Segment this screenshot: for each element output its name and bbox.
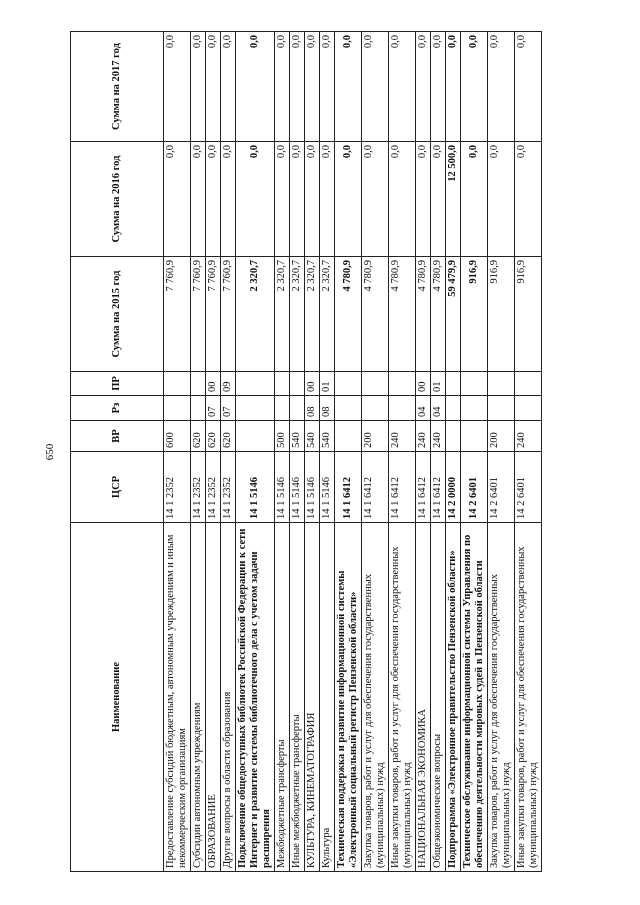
cell-csr: 14 1 5146 [275, 452, 290, 523]
cell-2015: 7 760,9 [221, 257, 236, 372]
cell-2017: 0,0 [362, 32, 389, 142]
cell-2017: 0,0 [191, 32, 206, 142]
cell-vr: 240 [389, 421, 416, 452]
cell-2015: 7 760,9 [191, 257, 206, 372]
cell-pr: 09 [221, 372, 236, 396]
cell-vr [446, 421, 461, 452]
cell-2017: 0,0 [416, 32, 431, 142]
cell-2015: 4 780,9 [431, 257, 446, 372]
cell-2015: 2 320,7 [290, 257, 305, 372]
cell-2017: 0,0 [275, 32, 290, 142]
cell-2017: 0,0 [305, 32, 320, 142]
table-row [236, 32, 275, 872]
header-2016: Сумма на 2016 год [71, 142, 164, 257]
cell-pr [236, 372, 275, 396]
cell-2016: 0,0 [335, 142, 362, 257]
cell-2017: 0,0 [488, 32, 515, 142]
cell-2015: 7 760,9 [164, 257, 191, 372]
cell-rz: 04 [431, 396, 446, 421]
cell-name: Другие вопросы в области образования [221, 523, 236, 872]
cell-vr [335, 421, 362, 452]
table-row [206, 32, 221, 872]
cell-2017: 0,0 [431, 32, 446, 142]
cell-rz [362, 396, 389, 421]
cell-name: КУЛЬТУРА, КИНЕМАТОГРАФИЯ [305, 523, 320, 872]
cell-2016: 0,0 [488, 142, 515, 257]
cell-rz [335, 396, 362, 421]
table-row [362, 32, 389, 872]
cell-2016: 0,0 [431, 142, 446, 257]
cell-name: НАЦИОНАЛЬНАЯ ЭКОНОМИКА [416, 523, 431, 872]
cell-2016: 0,0 [515, 142, 542, 257]
cell-vr: 540 [290, 421, 305, 452]
cell-pr: 01 [320, 372, 335, 396]
cell-name: ОБРАЗОВАНИЕ [206, 523, 221, 872]
table-row [164, 32, 191, 872]
cell-pr [446, 372, 461, 396]
cell-rz [515, 396, 542, 421]
cell-csr: 14 1 6412 [389, 452, 416, 523]
cell-rz: 07 [206, 396, 221, 421]
table-row [191, 32, 206, 872]
cell-2016: 0,0 [206, 142, 221, 257]
header-name: Наименование [71, 523, 164, 872]
cell-2017: 0,0 [389, 32, 416, 142]
cell-2015: 4 780,9 [335, 257, 362, 372]
table-row [221, 32, 236, 872]
cell-csr: 14 1 2352 [191, 452, 206, 523]
cell-name: Иные закупки товаров, работ и услуг для обеспечения государственных (муниципальных) нужд [389, 523, 416, 872]
header-csr: ЦСР [71, 452, 164, 523]
cell-2017: 0,0 [236, 32, 275, 142]
cell-rz: 08 [320, 396, 335, 421]
table-body [164, 32, 542, 872]
cell-rz [446, 396, 461, 421]
rotated-page [70, 32, 570, 872]
cell-vr: 240 [431, 421, 446, 452]
cell-csr: 14 1 2352 [164, 452, 191, 523]
cell-vr: 620 [206, 421, 221, 452]
cell-pr [164, 372, 191, 396]
header-pr: ПР [71, 372, 164, 396]
cell-vr: 240 [416, 421, 431, 452]
cell-csr: 14 1 5146 [290, 452, 305, 523]
cell-name: Общеэкономические вопросы [431, 523, 446, 872]
cell-pr [461, 372, 488, 396]
cell-name: Закупка товаров, работ и услуг для обеспечения государственных (муниципальных) нужд [362, 523, 389, 872]
cell-pr [515, 372, 542, 396]
cell-2015: 2 320,7 [236, 257, 275, 372]
cell-name: Предоставление субсидий бюджетным, автономным учреждениям и иным некоммерческим организациям [164, 523, 191, 872]
cell-2017: 0,0 [320, 32, 335, 142]
cell-rz [488, 396, 515, 421]
table-row [320, 32, 335, 872]
cell-2015: 4 780,9 [362, 257, 389, 372]
cell-2017: 0,0 [164, 32, 191, 142]
table-row [290, 32, 305, 872]
cell-csr: 14 1 6412 [335, 452, 362, 523]
cell-csr: 14 1 2352 [206, 452, 221, 523]
cell-csr: 14 2 6401 [515, 452, 542, 523]
header-vr: ВР [71, 421, 164, 452]
cell-2017: 0,0 [461, 32, 488, 142]
cell-vr [236, 421, 275, 452]
cell-rz: 04 [416, 396, 431, 421]
cell-pr [275, 372, 290, 396]
cell-vr: 540 [305, 421, 320, 452]
cell-vr: 600 [164, 421, 191, 452]
cell-2015: 7 760,9 [206, 257, 221, 372]
cell-name: Подключение общедоступных библиотек Российской Федерации к сети Интернет и развитие системы библиотечного дела с учетом задачи расширения [236, 523, 275, 872]
cell-2016: 0,0 [416, 142, 431, 257]
cell-rz: 08 [305, 396, 320, 421]
cell-2015: 916,9 [488, 257, 515, 372]
cell-2016: 12 500,0 [446, 142, 461, 257]
table-row [416, 32, 431, 872]
table-row [461, 32, 488, 872]
cell-pr: 00 [305, 372, 320, 396]
cell-name: Иные закупки товаров, работ и услуг для обеспечения государственных (муниципальных) нужд [515, 523, 542, 872]
cell-2015: 2 320,7 [320, 257, 335, 372]
cell-csr: 14 1 2352 [221, 452, 236, 523]
cell-csr: 14 2 0000 [446, 452, 461, 523]
cell-rz [236, 396, 275, 421]
cell-pr [488, 372, 515, 396]
cell-2017: 0,0 [446, 32, 461, 142]
cell-2016: 0,0 [191, 142, 206, 257]
cell-csr: 14 1 5146 [320, 452, 335, 523]
cell-vr: 540 [320, 421, 335, 452]
cell-csr: 14 1 5146 [236, 452, 275, 523]
cell-vr: 200 [488, 421, 515, 452]
cell-2017: 0,0 [206, 32, 221, 142]
cell-vr: 620 [221, 421, 236, 452]
cell-2016: 0,0 [320, 142, 335, 257]
cell-2015: 59 479,9 [446, 257, 461, 372]
cell-2017: 0,0 [335, 32, 362, 142]
table-row [305, 32, 320, 872]
cell-2016: 0,0 [389, 142, 416, 257]
cell-pr [389, 372, 416, 396]
cell-2016: 0,0 [305, 142, 320, 257]
cell-vr [461, 421, 488, 452]
cell-pr [191, 372, 206, 396]
cell-pr [290, 372, 305, 396]
table-row [488, 32, 515, 872]
header-2017: Сумма на 2017 год [71, 32, 164, 142]
table-row [275, 32, 290, 872]
cell-2016: 0,0 [236, 142, 275, 257]
cell-vr: 240 [515, 421, 542, 452]
cell-2016: 0,0 [290, 142, 305, 257]
cell-csr: 14 2 6401 [488, 452, 515, 523]
cell-pr [362, 372, 389, 396]
cell-name: Техническое обслуживание информационной системы Управления по обеспечению деятельности мировых судей в Пензенской области [461, 523, 488, 872]
cell-2016: 0,0 [461, 142, 488, 257]
cell-vr: 620 [191, 421, 206, 452]
cell-2015: 4 780,9 [389, 257, 416, 372]
cell-2016: 0,0 [275, 142, 290, 257]
cell-rz [389, 396, 416, 421]
cell-2015: 2 320,7 [275, 257, 290, 372]
cell-2016: 0,0 [164, 142, 191, 257]
cell-pr: 00 [416, 372, 431, 396]
table-header-row [71, 32, 164, 872]
cell-name: Подпрограмма «Электронное правительство Пензенской области» [446, 523, 461, 872]
budget-table [70, 31, 542, 872]
cell-csr: 14 1 6412 [431, 452, 446, 523]
table-row [431, 32, 446, 872]
cell-2015: 2 320,7 [305, 257, 320, 372]
table-row [335, 32, 362, 872]
cell-2017: 0,0 [290, 32, 305, 142]
cell-pr: 01 [431, 372, 446, 396]
cell-name: Иные межбюджетные трансферты [290, 523, 305, 872]
cell-pr: 00 [206, 372, 221, 396]
cell-rz [191, 396, 206, 421]
cell-name: Техническая поддержка и развитие информационной системы «Электронный социальный регистр Пензенской области» [335, 523, 362, 872]
cell-name: Культура [320, 523, 335, 872]
header-2015: Сумма на 2015 год [71, 257, 164, 372]
cell-csr: 14 1 6412 [416, 452, 431, 523]
cell-name: Межбюджетные трансферты [275, 523, 290, 872]
cell-rz [461, 396, 488, 421]
cell-2017: 0,0 [515, 32, 542, 142]
cell-2015: 916,9 [515, 257, 542, 372]
table-row [389, 32, 416, 872]
cell-2015: 916,9 [461, 257, 488, 372]
cell-rz [290, 396, 305, 421]
cell-name: Закупка товаров, работ и услуг для обеспечения государственных (муниципальных) нужд [488, 523, 515, 872]
cell-csr: 14 1 6412 [362, 452, 389, 523]
cell-csr: 14 1 5146 [305, 452, 320, 523]
cell-2016: 0,0 [362, 142, 389, 257]
cell-rz: 07 [221, 396, 236, 421]
cell-2017: 0,0 [221, 32, 236, 142]
cell-2016: 0,0 [221, 142, 236, 257]
page-number: 650 [44, 443, 56, 461]
cell-pr [335, 372, 362, 396]
cell-rz [275, 396, 290, 421]
cell-vr: 200 [362, 421, 389, 452]
cell-name: Субсидии автономным учреждениям [191, 523, 206, 872]
cell-2015: 4 780,9 [416, 257, 431, 372]
table-row [515, 32, 542, 872]
cell-csr: 14 2 6401 [461, 452, 488, 523]
cell-vr: 500 [275, 421, 290, 452]
table-row [446, 32, 461, 872]
cell-rz [164, 396, 191, 421]
header-rz: Рз [71, 396, 164, 421]
